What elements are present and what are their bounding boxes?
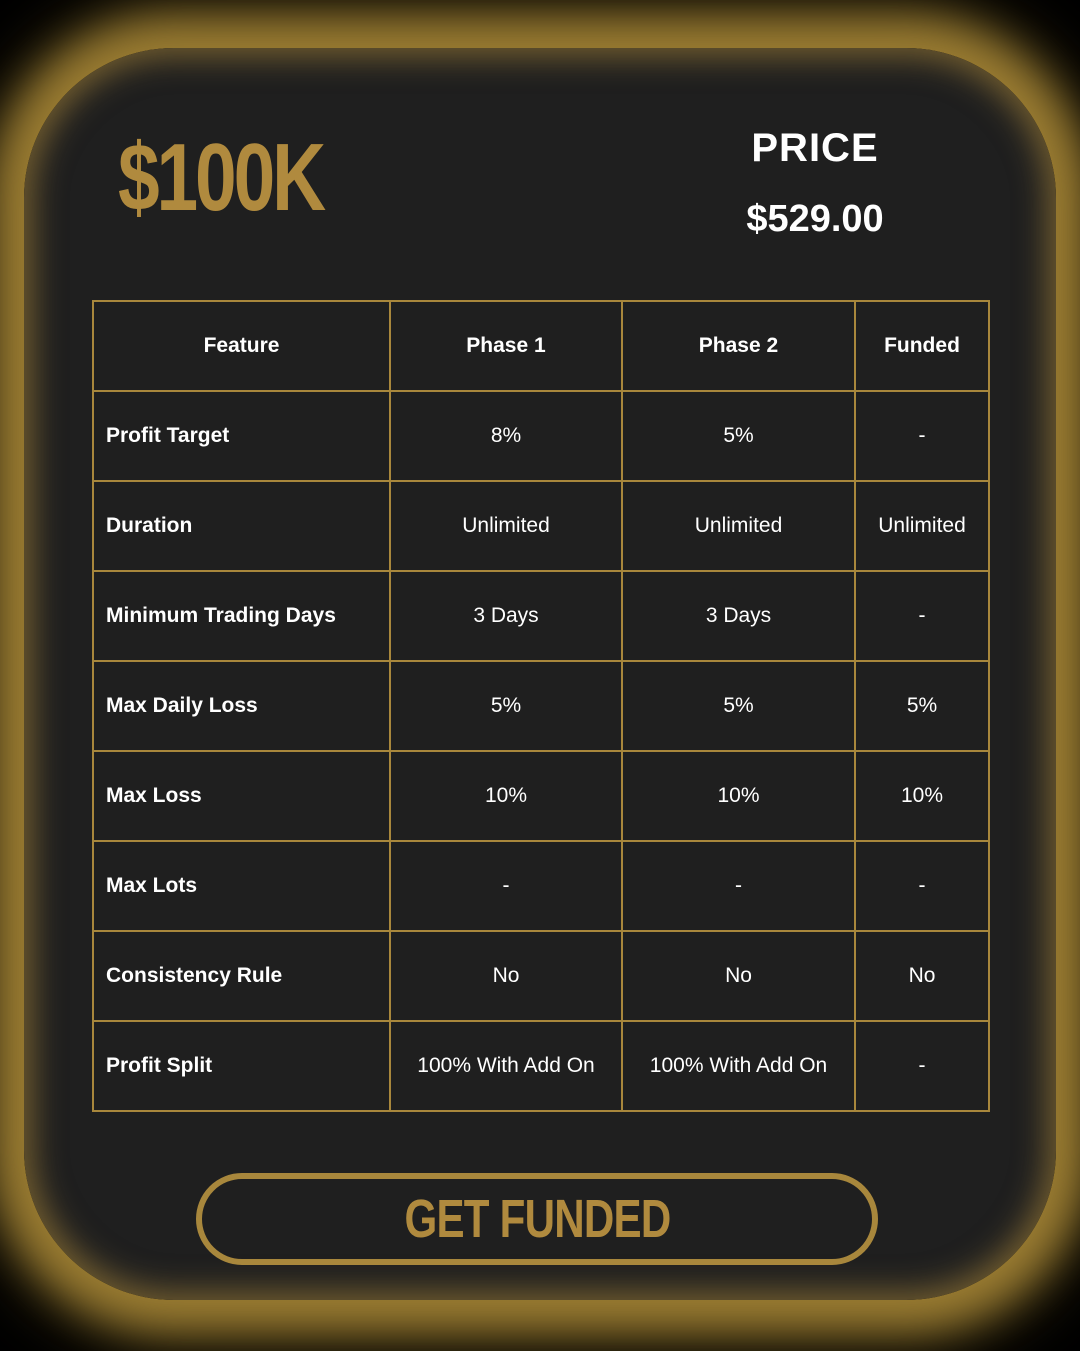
row-phase-1-value: No	[390, 931, 622, 1021]
header-phase-2: Phase 2	[622, 301, 855, 391]
table-row	[93, 481, 989, 571]
table-row	[93, 841, 989, 931]
row-feature-label: Minimum Trading Days	[93, 571, 390, 661]
row-phase-2-value: Unlimited	[622, 481, 855, 571]
row-phase-1-value: -	[390, 841, 622, 931]
row-feature-label: Max Daily Loss	[93, 661, 390, 751]
row-phase-1-value: 5%	[390, 661, 622, 751]
price-value: $529.00	[746, 198, 884, 240]
table-header-row	[93, 301, 989, 391]
row-funded-value: -	[855, 1021, 989, 1111]
row-funded-value: 10%	[855, 751, 989, 841]
row-phase-1-value: 3 Days	[390, 571, 622, 661]
row-phase-2-value: 3 Days	[622, 571, 855, 661]
row-funded-value: -	[855, 391, 989, 481]
get-funded-button[interactable]	[196, 1173, 878, 1265]
row-funded-value: -	[855, 571, 989, 661]
row-funded-value: No	[855, 931, 989, 1021]
row-phase-2-value: 5%	[622, 661, 855, 751]
header-feature: Feature	[93, 301, 390, 391]
table-row	[93, 661, 989, 751]
row-feature-label: Profit Target	[93, 391, 390, 481]
table-row	[93, 931, 989, 1021]
row-phase-2-value: 5%	[622, 391, 855, 481]
price-label: PRICE	[751, 126, 879, 170]
row-phase-1-value: Unlimited	[390, 481, 622, 571]
row-feature-label: Duration	[93, 481, 390, 571]
table-row	[93, 571, 989, 661]
row-funded-value: -	[855, 841, 989, 931]
features-table	[92, 300, 990, 1112]
get-funded-label: GET FUNDED	[404, 1189, 670, 1249]
row-phase-1-value: 100% With Add On	[390, 1021, 622, 1111]
row-phase-2-value: No	[622, 931, 855, 1021]
row-phase-1-value: 10%	[390, 751, 622, 841]
row-phase-2-value: -	[622, 841, 855, 931]
row-feature-label: Max Loss	[93, 751, 390, 841]
row-funded-value: 5%	[855, 661, 989, 751]
table-row	[93, 1021, 989, 1111]
header-funded: Funded	[855, 301, 989, 391]
row-funded-value: Unlimited	[855, 481, 989, 571]
row-feature-label: Max Lots	[93, 841, 390, 931]
row-phase-1-value: 8%	[390, 391, 622, 481]
table-row	[93, 391, 989, 481]
header-phase-1: Phase 1	[390, 301, 622, 391]
row-feature-label: Profit Split	[93, 1021, 390, 1111]
account-size: $100K	[118, 124, 324, 231]
row-phase-2-value: 10%	[622, 751, 855, 841]
row-feature-label: Consistency Rule	[93, 931, 390, 1021]
row-phase-2-value: 100% With Add On	[622, 1021, 855, 1111]
table-row	[93, 751, 989, 841]
